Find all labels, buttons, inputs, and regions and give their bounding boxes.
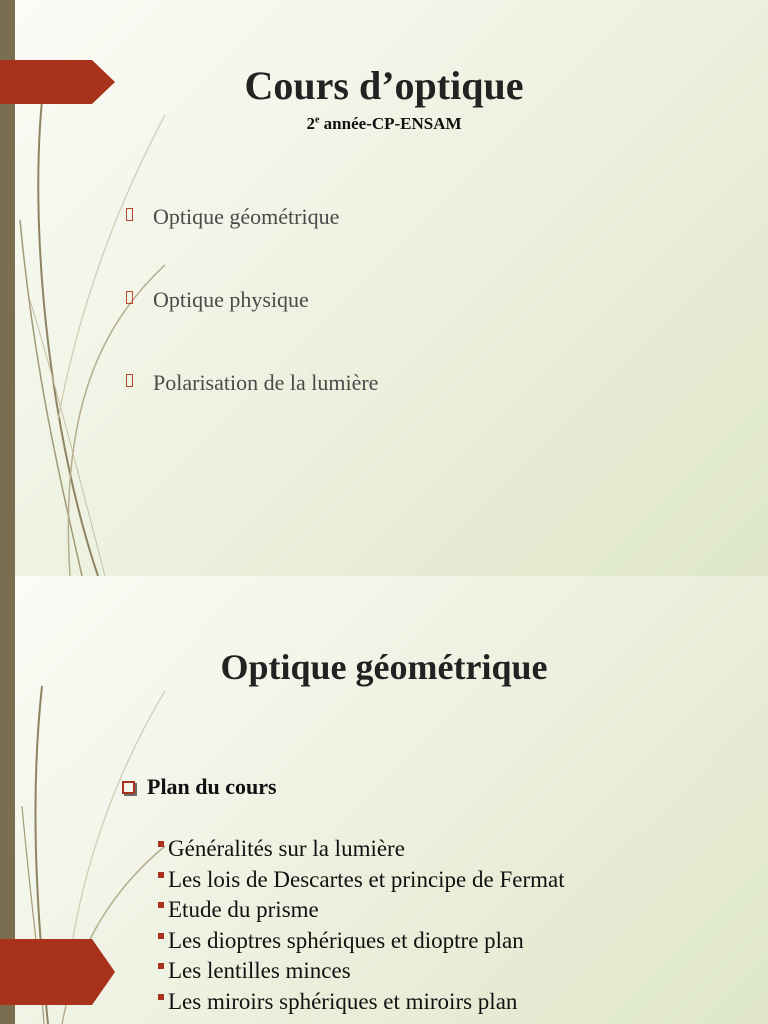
subtitle-text: année-CP-ENSAM (319, 114, 462, 133)
square-bullet-icon (158, 933, 164, 939)
list-item-text: Les dioptres sphériques et dioptre plan (168, 927, 524, 953)
list-item-text: Les lentilles minces (168, 958, 351, 983)
slide-2-title: Optique géométrique (220, 647, 548, 687)
square-bullet-icon (158, 994, 164, 1000)
square-bullet-icon (158, 902, 164, 908)
bullet-item (126, 370, 378, 396)
slide-2 (0, 576, 768, 1024)
checkbox-bullet-icon (122, 781, 135, 794)
subtitle-superscript: e (314, 114, 320, 126)
bullet-text: Polarisation de la lumière (153, 370, 379, 395)
bullet-text: Optique géométrique (153, 204, 340, 229)
bullet-item (126, 204, 339, 230)
square-bullet-icon (158, 841, 164, 847)
bullet-icon (126, 208, 133, 221)
decorative-arrow (0, 939, 115, 1005)
list-item-text: Les lois de Descartes et principe de Fermat (168, 866, 565, 892)
slide-1-title: Cours d’optique (244, 63, 524, 108)
course-plan-list (158, 834, 565, 1017)
list-item (158, 865, 565, 896)
bullet-icon (126, 374, 133, 387)
list-item-text: Les miroirs sphériques et miroirs plan (168, 988, 518, 1014)
list-item-text: Etude du prisme (168, 897, 319, 922)
list-item (158, 956, 565, 987)
bullet-icon (126, 291, 133, 304)
list-item (158, 926, 565, 957)
list-item-text: Généralités sur la lumière (168, 836, 405, 861)
list-item (158, 895, 565, 926)
subtitle-number: 2 (306, 114, 315, 133)
square-bullet-icon (158, 872, 164, 878)
plan-heading-text: Plan du cours (147, 774, 277, 799)
list-item (158, 987, 565, 1018)
bullet-text: Optique physique (153, 287, 309, 312)
slide-1-subtitle (0, 114, 768, 134)
bullet-item (126, 287, 309, 313)
plan-heading (122, 774, 277, 800)
square-bullet-icon (158, 963, 164, 969)
list-item (158, 834, 565, 865)
